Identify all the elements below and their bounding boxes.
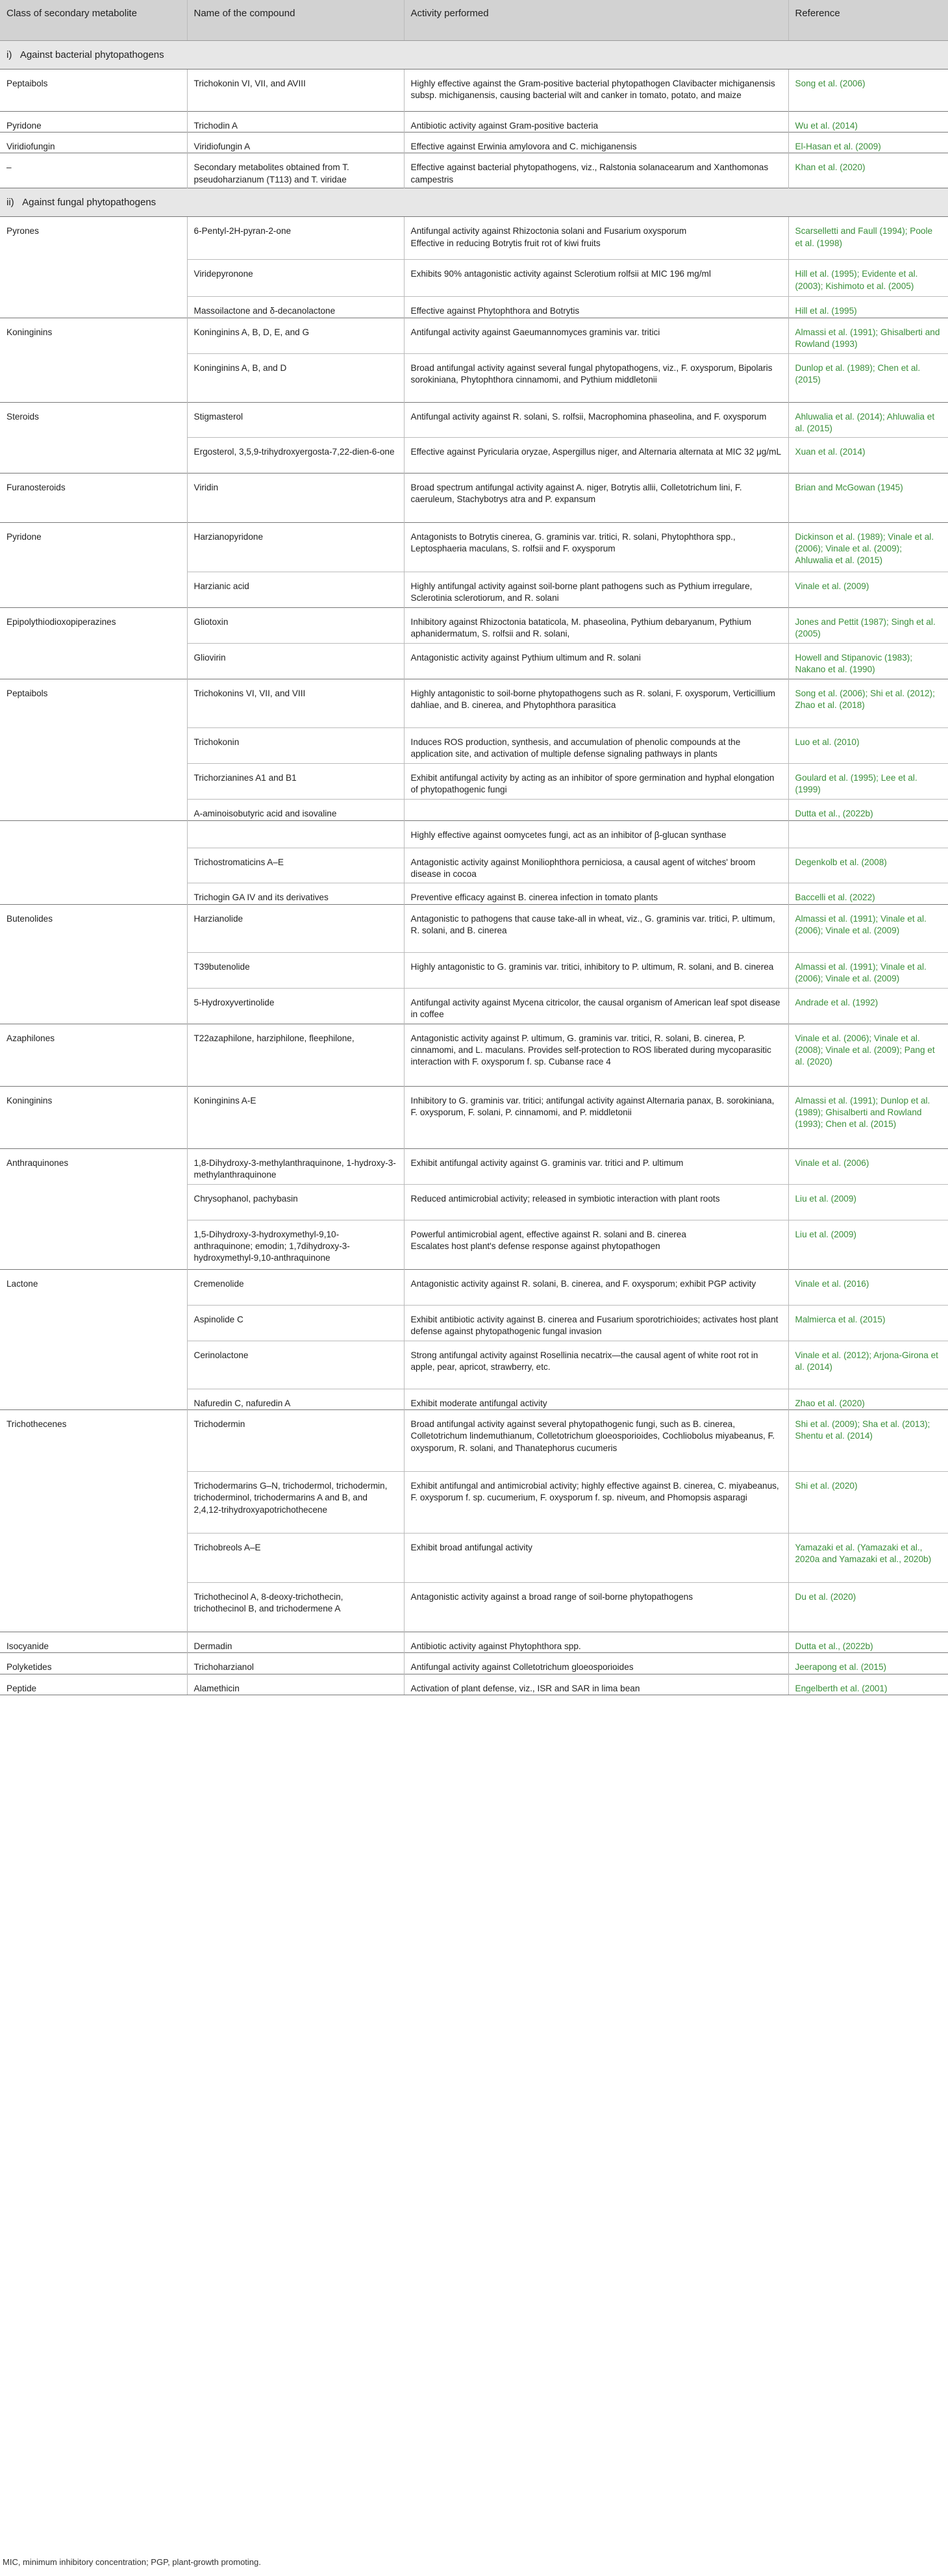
reference-link[interactable]: Jeerapong et al. (2015) bbox=[788, 1653, 948, 1674]
activity-cell: Antagonistic to pathogens that cause take-all in wheat, viz., G. graminis var. tritici, P. ultimum, R. solani, and B. cinerea bbox=[404, 904, 788, 952]
compound-name-cell: Nafuredin C, nafuredin A bbox=[187, 1389, 404, 1409]
table-row bbox=[0, 820, 948, 848]
compound-name-cell: 6-Pentyl-2H-pyran-2-one bbox=[187, 217, 404, 260]
compound-name-cell: T22azaphilone, harziphilone, fleephilone, bbox=[187, 1024, 404, 1086]
header-reference: Reference bbox=[788, 0, 948, 40]
activity-cell: Antagonistic activity against Pythium ultimum and R. solani bbox=[404, 643, 788, 679]
metabolite-class-cell bbox=[0, 799, 187, 820]
reference-link[interactable]: Degenkolb et al. (2008) bbox=[788, 848, 948, 883]
table-row bbox=[0, 297, 948, 318]
activity-cell: Highly effective against oomycetes fungi, act as an inhibitor of β-glucan synthase bbox=[404, 820, 788, 848]
table-row bbox=[0, 1389, 948, 1409]
reference-link[interactable]: Hill et al. (1995); Evidente et al. (2003); Kishimoto et al. (2005) bbox=[788, 260, 948, 297]
metabolite-class-cell bbox=[0, 820, 187, 848]
reference-link[interactable]: El-Hasan et al. (2009) bbox=[788, 132, 948, 153]
activity-cell: Inhibitory to G. graminis var. tritici; antifungal activity against Alternaria panax, B. sorokiniana, F. oxysporum, F. solani, P. cinnamomi, and P. middletonii bbox=[404, 1086, 788, 1148]
activity-cell: Activation of plant defense, viz., ISR and SAR in lima bean bbox=[404, 1674, 788, 1695]
metabolite-class-cell: Pyridone bbox=[0, 111, 187, 132]
table-row bbox=[0, 217, 948, 260]
reference-link[interactable]: Shi et al. (2009); Sha et al. (2013); Shentu et al. (2014) bbox=[788, 1409, 948, 1471]
metabolite-class-cell: Anthraquinones bbox=[0, 1148, 187, 1184]
metabolite-class-cell: Peptide bbox=[0, 1674, 187, 1695]
table-row bbox=[0, 848, 948, 883]
metabolite-class-cell bbox=[0, 988, 187, 1024]
table-row bbox=[0, 1582, 948, 1632]
table-row bbox=[0, 353, 948, 402]
reference-link[interactable]: Song et al. (2006) bbox=[788, 69, 948, 111]
activity-cell: Exhibits 90% antagonistic activity against Sclerotium rolfsii at MIC 196 mg/ml bbox=[404, 260, 788, 297]
reference-link[interactable]: Liu et al. (2009) bbox=[788, 1184, 948, 1220]
activity-cell: Highly antagonistic to G. graminis var. tritici, inhibitory to P. ultimum, R. solani, and B. cinerea bbox=[404, 952, 788, 988]
reference-link[interactable]: Yamazaki et al. (Yamazaki et al., 2020a and Yamazaki et al., 2020b) bbox=[788, 1533, 948, 1582]
activity-cell: Antibiotic activity against Gram-positive bacteria bbox=[404, 111, 788, 132]
metabolite-class-cell: Isocyanide bbox=[0, 1632, 187, 1652]
table-body bbox=[0, 40, 948, 1695]
reference-link[interactable]: Dutta et al., (2022b) bbox=[788, 799, 948, 820]
metabolite-class-cell: Pyrones bbox=[0, 217, 187, 260]
metabolite-class-cell bbox=[0, 848, 187, 883]
compound-name-cell: A-aminoisobutyric acid and isovaline bbox=[187, 799, 404, 820]
table-row bbox=[0, 607, 948, 643]
reference-link[interactable]: Baccelli et al. (2022) bbox=[788, 883, 948, 904]
metabolite-class-cell bbox=[0, 572, 187, 607]
metabolite-class-cell: Koninginins bbox=[0, 318, 187, 353]
table-row bbox=[0, 883, 948, 904]
metabolite-class-cell: Butenolides bbox=[0, 904, 187, 952]
compound-name-cell: Aspinolide C bbox=[187, 1305, 404, 1341]
compound-name-cell: Dermadin bbox=[187, 1632, 404, 1652]
activity-cell bbox=[404, 799, 788, 820]
activity-cell: Antifungal activity against Colletotrichum gloeosporioides bbox=[404, 1653, 788, 1674]
metabolite-class-cell: Trichothecenes bbox=[0, 1409, 187, 1471]
compound-name-cell: Gliovirin bbox=[187, 643, 404, 679]
section-label: i) Against bacterial phytopathogens bbox=[0, 40, 948, 69]
reference-link[interactable]: Dickinson et al. (1989); Vinale et al. (2006); Vinale et al. (2009); Ahluwalia et al. (2015) bbox=[788, 522, 948, 572]
metabolite-class-cell: Lactone bbox=[0, 1269, 187, 1305]
compound-name-cell: Harzianic acid bbox=[187, 572, 404, 607]
activity-cell: Exhibit antibiotic activity against B. cinerea and Fusarium sporotrichioides; activates host plant defense against phytopathogenic fungal invasion bbox=[404, 1305, 788, 1341]
reference-link[interactable]: Dutta et al., (2022b) bbox=[788, 1632, 948, 1652]
reference-link[interactable]: Vinale et al. (2006) bbox=[788, 1148, 948, 1184]
header-class: Class of secondary metabolite bbox=[0, 0, 187, 40]
table-row bbox=[0, 988, 948, 1024]
metabolite-class-cell: Peptaibols bbox=[0, 69, 187, 111]
table-row bbox=[0, 799, 948, 820]
reference-link[interactable]: Almassi et al. (1991); Dunlop et al. (1989); Ghisalberti and Rowland (1993); Chen et al. (2015) bbox=[788, 1086, 948, 1148]
activity-cell: Antifungal activity against R. solani, S. rolfsii, Macrophomina phaseolina, and F. oxysporum bbox=[404, 402, 788, 437]
activity-cell: Effective against Erwinia amylovora and C. michiganensis bbox=[404, 132, 788, 153]
activity-cell: Antifungal activity against Mycena citricolor, the causal organism of American leaf spot disease in coffee bbox=[404, 988, 788, 1024]
metabolite-class-cell: Epipolythiodioxopiperazines bbox=[0, 607, 187, 643]
compound-name-cell: Trichodermin bbox=[187, 1409, 404, 1471]
table-footnote: MIC, minimum inhibitory concentration; PGP, plant-growth promoting. bbox=[3, 2557, 261, 2567]
metabolite-class-cell: Viridiofungin bbox=[0, 132, 187, 153]
compound-name-cell: Koninginins A-E bbox=[187, 1086, 404, 1148]
table-row bbox=[0, 1471, 948, 1533]
compound-name-cell: Trichostromaticins A–E bbox=[187, 848, 404, 883]
activity-cell: Effective against Pyricularia oryzae, Aspergillus niger, and Alternaria alternata at MIC 32 μg/mL bbox=[404, 437, 788, 473]
reference-link[interactable]: Hill et al. (1995) bbox=[788, 297, 948, 318]
section-header-bacterial bbox=[0, 40, 948, 69]
table-row bbox=[0, 153, 948, 188]
activity-cell: Broad antifungal activity against several phytopathogenic fungi, such as B. cinerea, Colletotrichum lindemuthianum, Colletotrichum gloeosporioides, Cochliobolus miyabeanus, F. oxysporum, R. solani, and Thanatephorus cucumeris bbox=[404, 1409, 788, 1471]
activity-cell: Highly antifungal activity against soil-borne plant pathogens such as Pythium irregulare, Sclerotinia sclerotiorum, and R. solani bbox=[404, 572, 788, 607]
compound-name-cell: Trichodin A bbox=[187, 111, 404, 132]
metabolite-class-cell bbox=[0, 763, 187, 799]
compound-name-cell: Trichokonin bbox=[187, 727, 404, 763]
metabolite-class-cell: Koninginins bbox=[0, 1086, 187, 1148]
activity-cell: Antagonistic activity against R. solani, B. cinerea, and F. oxysporum; exhibit PGP activity bbox=[404, 1269, 788, 1305]
reference-link[interactable]: Howell and Stipanovic (1983); Nakano et al. (1990) bbox=[788, 643, 948, 679]
table-row bbox=[0, 1653, 948, 1674]
header-activity: Activity performed bbox=[404, 0, 788, 40]
activity-cell: Effective against Phytophthora and Botrytis bbox=[404, 297, 788, 318]
compound-name-cell: Cremenolide bbox=[187, 1269, 404, 1305]
metabolite-class-cell bbox=[0, 297, 187, 318]
activity-cell: Antibiotic activity against Phytophthora spp. bbox=[404, 1632, 788, 1652]
reference-link[interactable]: Du et al. (2020) bbox=[788, 1582, 948, 1632]
compound-name-cell: Trichorzianines A1 and B1 bbox=[187, 763, 404, 799]
compound-name-cell: Trichogin GA IV and its derivatives bbox=[187, 883, 404, 904]
compound-name-cell: Trichobreols A–E bbox=[187, 1533, 404, 1582]
reference-link[interactable]: Almassi et al. (1991); Vinale et al. (2006); Vinale et al. (2009) bbox=[788, 952, 948, 988]
activity-cell: Highly effective against the Gram-positive bacterial phytopathogen Clavibacter michiganensis subsp. michiganensis, causing bacterial wilt and canker in tomato, potato, and maize bbox=[404, 69, 788, 111]
reference-link[interactable]: Dunlop et al. (1989); Chen et al. (2015) bbox=[788, 353, 948, 402]
metabolite-class-cell: Polyketides bbox=[0, 1653, 187, 1674]
metabolite-class-cell bbox=[0, 437, 187, 473]
reference-link[interactable]: Scarselletti and Faull (1994); Poole et al. (1998) bbox=[788, 217, 948, 260]
reference-link[interactable]: Goulard et al. (1995); Lee et al. (1999) bbox=[788, 763, 948, 799]
activity-cell: Effective against bacterial phytopathogens, viz., Ralstonia solanacearum and Xanthomonas campestris bbox=[404, 153, 788, 188]
compound-name-cell: 5-Hydroxyvertinolide bbox=[187, 988, 404, 1024]
table-row bbox=[0, 1341, 948, 1389]
table-row bbox=[0, 763, 948, 799]
activity-cell: Induces ROS production, synthesis, and accumulation of phenolic compounds at the application site, and activation of multiple defense signaling pathways in plants bbox=[404, 727, 788, 763]
reference-link[interactable]: Jones and Pettit (1987); Singh et al. (2005) bbox=[788, 607, 948, 643]
table-row bbox=[0, 1148, 948, 1184]
activity-cell: Reduced antimicrobial activity; released in symbiotic interaction with plant roots bbox=[404, 1184, 788, 1220]
compound-name-cell: Stigmasterol bbox=[187, 402, 404, 437]
reference-link[interactable]: Vinale et al. (2006); Vinale et al. (2008); Vinale et al. (2009); Pang et al. (2020) bbox=[788, 1024, 948, 1086]
activity-cell: Exhibit broad antifungal activity bbox=[404, 1533, 788, 1582]
compound-name-cell: Harzianolide bbox=[187, 904, 404, 952]
reference-link[interactable]: Vinale et al. (2012); Arjona-Girona et al. (2014) bbox=[788, 1341, 948, 1389]
reference-link[interactable]: Xuan et al. (2014) bbox=[788, 437, 948, 473]
reference-link[interactable]: Zhao et al. (2020) bbox=[788, 1389, 948, 1409]
table-row bbox=[0, 643, 948, 679]
reference-link[interactable]: Luo et al. (2010) bbox=[788, 727, 948, 763]
compound-name-cell: Trichothecinol A, 8-deoxy-trichothecin, trichothecinol B, and trichodermene A bbox=[187, 1582, 404, 1632]
table-row bbox=[0, 1305, 948, 1341]
table-row bbox=[0, 69, 948, 111]
metabolite-class-cell: – bbox=[0, 153, 187, 188]
reference-link[interactable]: Liu et al. (2009) bbox=[788, 1220, 948, 1269]
metabolite-class-cell: Steroids bbox=[0, 402, 187, 437]
reference-link[interactable]: Khan et al. (2020) bbox=[788, 153, 948, 188]
metabolite-class-cell bbox=[0, 1305, 187, 1341]
reference-link[interactable]: Malmierca et al. (2015) bbox=[788, 1305, 948, 1341]
table-row bbox=[0, 260, 948, 297]
activity-cell: Antagonistic activity against a broad range of soil-borne phytopathogens bbox=[404, 1582, 788, 1632]
table-row bbox=[0, 1533, 948, 1582]
table-row bbox=[0, 132, 948, 153]
table-row bbox=[0, 402, 948, 437]
reference-link[interactable]: Andrade et al. (1992) bbox=[788, 988, 948, 1024]
header-compound: Name of the compound bbox=[187, 0, 404, 40]
metabolite-class-cell bbox=[0, 1471, 187, 1533]
activity-cell: Powerful antimicrobial agent, effective against R. solani and B. cinerea Escalates host plant's defense response against phytopathogen bbox=[404, 1220, 788, 1269]
table-row bbox=[0, 318, 948, 353]
metabolite-class-cell: Peptaibols bbox=[0, 679, 187, 727]
reference-link[interactable]: Almassi et al. (1991); Vinale et al. (2006); Vinale et al. (2009) bbox=[788, 904, 948, 952]
compound-name-cell: 1,8-Dihydroxy-3-methylanthraquinone, 1-hydroxy-3-methylanthraquinone bbox=[187, 1148, 404, 1184]
compound-name-cell: Viridepyronone bbox=[187, 260, 404, 297]
reference-link[interactable]: Brian and McGowan (1945) bbox=[788, 473, 948, 522]
activity-cell: Broad spectrum antifungal activity against A. niger, Botrytis allii, Colletotrichum lini, F. caeruleum, Stachybotrys atra and P. expansum bbox=[404, 473, 788, 522]
metabolite-class-cell bbox=[0, 883, 187, 904]
metabolite-class-cell bbox=[0, 952, 187, 988]
table-row bbox=[0, 1269, 948, 1305]
table-row bbox=[0, 522, 948, 572]
compound-name-cell: Trichokonins VI, VII, and VIII bbox=[187, 679, 404, 727]
activity-cell: Antifungal activity against Gaeumannomyces graminis var. tritici bbox=[404, 318, 788, 353]
activity-cell: Exhibit antifungal activity by acting as an inhibitor of spore germination and hyphal elongation of phytopathogenic fungi bbox=[404, 763, 788, 799]
section-header-fungal bbox=[0, 188, 948, 217]
metabolite-class-cell: Furanosteroids bbox=[0, 473, 187, 522]
compound-name-cell: Trichokonin VI, VII, and AVIII bbox=[187, 69, 404, 111]
reference-link[interactable]: Shi et al. (2020) bbox=[788, 1471, 948, 1533]
compound-name-cell: Secondary metabolites obtained from T. pseudoharzianum (T113) and T. viridae bbox=[187, 153, 404, 188]
table-row bbox=[0, 111, 948, 132]
reference-link[interactable] bbox=[788, 820, 948, 848]
metabolite-class-cell bbox=[0, 1184, 187, 1220]
activity-cell: Broad antifungal activity against several fungal phytopathogens, viz., F. oxysporum, Bipolaris sorokiniana, Phytophthora cinnamomi, and Pythium middletonii bbox=[404, 353, 788, 402]
reference-link[interactable]: Ahluwalia et al. (2014); Ahluwalia et al. (2015) bbox=[788, 402, 948, 437]
table-row bbox=[0, 1409, 948, 1471]
compound-name-cell: Trichodermarins G–N, trichodermol, trichodermin, trichoderminol, trichodermarins A and B, and 2,4,12-trihydroxyapotrichothecene bbox=[187, 1471, 404, 1533]
table-row bbox=[0, 727, 948, 763]
compound-name-cell: Alamethicin bbox=[187, 1674, 404, 1695]
reference-link[interactable]: Almassi et al. (1991); Ghisalberti and Rowland (1993) bbox=[788, 318, 948, 353]
metabolite-class-cell bbox=[0, 1533, 187, 1582]
compound-name-cell: Viridiofungin A bbox=[187, 132, 404, 153]
activity-cell: Antifungal activity against Rhizoctonia solani and Fusarium oxysporum Effective in reducing Botrytis fruit rot of kiwi fruits bbox=[404, 217, 788, 260]
reference-link[interactable]: Engelberth et al. (2001) bbox=[788, 1674, 948, 1695]
table-row bbox=[0, 1632, 948, 1652]
table-row bbox=[0, 904, 948, 952]
reference-link[interactable]: Vinale et al. (2016) bbox=[788, 1269, 948, 1305]
metabolite-class-cell: Pyridone bbox=[0, 522, 187, 572]
table-row bbox=[0, 679, 948, 727]
compound-name-cell: Viridin bbox=[187, 473, 404, 522]
table-row bbox=[0, 572, 948, 607]
compound-name-cell: Harzianopyridone bbox=[187, 522, 404, 572]
compound-name-cell: 1,5-Dihydroxy-3-hydroxymethyl-9,10-anthraquinone; emodin; 1,7dihydroxy-3-hydroxymethyl-9,10-anthraquinone bbox=[187, 1220, 404, 1269]
reference-link[interactable]: Wu et al. (2014) bbox=[788, 111, 948, 132]
activity-cell: Exhibit moderate antifungal activity bbox=[404, 1389, 788, 1409]
metabolite-class-cell bbox=[0, 260, 187, 297]
metabolite-class-cell bbox=[0, 1389, 187, 1409]
compound-name-cell bbox=[187, 820, 404, 848]
table-header-row bbox=[0, 0, 948, 40]
activity-cell: Antagonistic activity against Moniliophthora perniciosa, a causal agent of witches' broom disease in cocoa bbox=[404, 848, 788, 883]
table-row bbox=[0, 473, 948, 522]
compound-name-cell: Chrysophanol, pachybasin bbox=[187, 1184, 404, 1220]
metabolite-class-cell bbox=[0, 1220, 187, 1269]
compound-name-cell: Koninginins A, B, D, E, and G bbox=[187, 318, 404, 353]
metabolite-class-cell bbox=[0, 727, 187, 763]
table-row bbox=[0, 952, 948, 988]
activity-cell: Antagonistic activity against P. ultimum, G. graminis var. tritici, R. solani, B. cinerea, P. cinnamomi, and L. maculans. Provides self-protection to ROS liberated during mycoparasitic interaction with F. oxysporum f. sp. Cubanse race 4 bbox=[404, 1024, 788, 1086]
compound-name-cell: Ergosterol, 3,5,9-trihydroxyergosta-7,22-dien-6-one bbox=[187, 437, 404, 473]
activity-cell: Antagonists to Botrytis cinerea, G. graminis var. tritici, R. solani, Phytophthora spp., Leptosphaeria maculans, S. rolfsii and F. oxysporum bbox=[404, 522, 788, 572]
activity-cell: Preventive efficacy against B. cinerea infection in tomato plants bbox=[404, 883, 788, 904]
table-row bbox=[0, 1024, 948, 1086]
section-label: ii) Against fungal phytopathogens bbox=[0, 188, 948, 217]
metabolite-class-cell bbox=[0, 1582, 187, 1632]
metabolite-class-cell bbox=[0, 643, 187, 679]
metabolite-class-cell bbox=[0, 1341, 187, 1389]
table-row bbox=[0, 437, 948, 473]
compound-name-cell: Massoilactone and δ-decanolactone bbox=[187, 297, 404, 318]
table-row bbox=[0, 1184, 948, 1220]
compound-name-cell: Gliotoxin bbox=[187, 607, 404, 643]
compound-name-cell: Trichoharzianol bbox=[187, 1653, 404, 1674]
activity-cell: Inhibitory against Rhizoctonia bataticola, M. phaseolina, Pythium debaryanum, Pythium aphanidermatum, S. rolfsii and R. solani, bbox=[404, 607, 788, 643]
metabolite-class-cell: Azaphilones bbox=[0, 1024, 187, 1086]
metabolite-class-cell bbox=[0, 353, 187, 402]
table-row bbox=[0, 1674, 948, 1695]
activity-cell: Highly antagonistic to soil-borne phytopathogens such as R. solani, F. oxysporum, Verticillium dahliae, and B. cinerea, and Phytophthora parasitica bbox=[404, 679, 788, 727]
reference-link[interactable]: Vinale et al. (2009) bbox=[788, 572, 948, 607]
activity-cell: Exhibit antifungal and antimicrobial activity; highly effective against B. cinerea, C. miyabeanus, F. oxysporum f. sp. cucumerium, F. oxysporum f. sp. niveum, and Phomopsis asparagi bbox=[404, 1471, 788, 1533]
reference-link[interactable]: Song et al. (2006); Shi et al. (2012); Zhao et al. (2018) bbox=[788, 679, 948, 727]
activity-cell: Exhibit antifungal activity against G. graminis var. tritici and P. ultimum bbox=[404, 1148, 788, 1184]
compound-name-cell: T39butenolide bbox=[187, 952, 404, 988]
table-row bbox=[0, 1220, 948, 1269]
compound-name-cell: Cerinolactone bbox=[187, 1341, 404, 1389]
activity-cell: Strong antifungal activity against Rosellinia necatrix—the causal agent of white root rot in apple, pear, apricot, strawberry, etc. bbox=[404, 1341, 788, 1389]
table-row bbox=[0, 1086, 948, 1148]
compound-name-cell: Koninginins A, B, and D bbox=[187, 353, 404, 402]
